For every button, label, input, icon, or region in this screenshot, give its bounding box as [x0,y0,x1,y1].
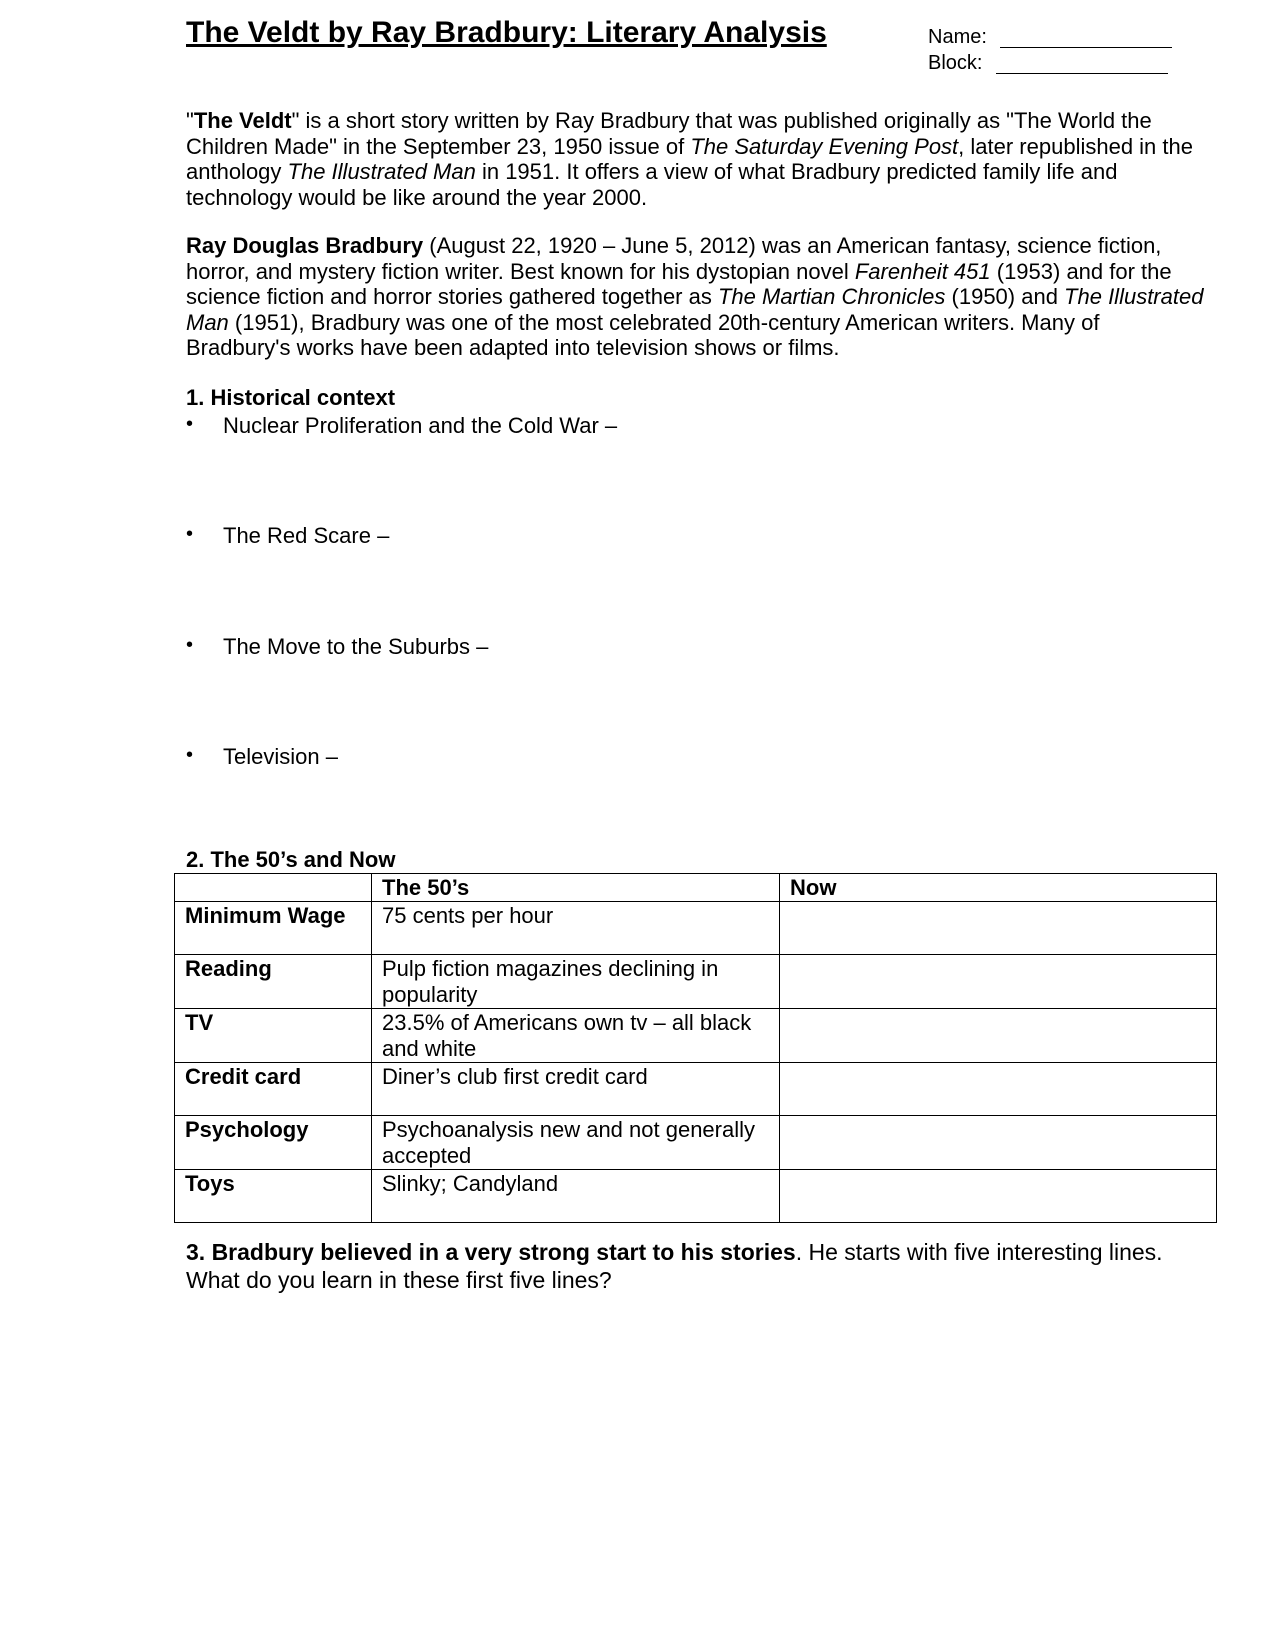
intro-paragraph-1: "The Veldt" is a short story written by Ray Bradbury that was published originally as "The World the Children Made" in the September 23, 1950 issue of The Saturday Evening Post, later republished in the anthology The Illustrated Man in 1951. It offers a view of what Bradbury predicted family life and technology would be like around the year 2000. [186,108,1193,210]
now-cell[interactable] [780,902,1217,955]
name-field [928,26,987,49]
table-row [175,1116,1217,1170]
table-row [175,902,1217,955]
table-header-row [175,874,1217,902]
name-blank-line[interactable] [1000,47,1172,48]
intro-paragraph-2 [186,233,1206,361]
bullet-dot-icon: • [186,523,194,545]
p2-text-c: (1950) and [945,284,1065,309]
fifties-cell: 23.5% of Americans own tv – all black and white [372,1009,780,1063]
now-cell[interactable] [780,955,1217,1009]
section-1-heading: 1. Historical context [186,385,396,410]
block-label: Block: [928,52,983,74]
row-label: Psychology [175,1116,372,1170]
name-label: Name: [928,26,987,48]
header-cell: Now [780,874,1217,902]
comparison-table [174,873,1217,1223]
p1-text-a: " is a short story written by Ray Bradbury that was published originally as "The World the Children Made" in the September 23, 1950 issue of [186,108,1152,159]
bullet-dot-icon: • [186,744,194,766]
table-row [175,955,1217,1009]
fifties-cell: 75 cents per hour [372,902,780,955]
question-3-bold: 3. Bradbury believed in a very strong start to his stories [186,1239,796,1265]
table-row [175,1170,1217,1223]
table-row [175,1009,1217,1063]
p2-text-d: (1951), Bradbury was one of the most celebrated 20th-century American writers. Many of Bradbury's works have been adapted into television shows or films. [186,309,1100,360]
fifties-cell: Diner’s club first credit card [372,1063,780,1116]
row-label: Reading [175,955,372,1009]
bullet-text: The Move to the Suburbs – [223,634,489,659]
author-name: Ray Douglas Bradbury [186,233,424,258]
row-label: Toys [175,1170,372,1223]
p2-text-b: (1953) and for the science fiction and horror stories gathered together as [186,258,1172,309]
p1-text-c: in 1951. It offers a view of what Bradbury predicted family life and technology would be like around the year 2000. [186,159,1118,210]
block-blank-line[interactable] [996,73,1168,74]
bullet-text: The Red Scare – [223,523,390,548]
table-row [175,1063,1217,1116]
question-3-text: . He starts with five interesting lines. What do you learn in these first five lines? [186,1239,1163,1293]
bullet-text: Nuclear Proliferation and the Cold War – [223,413,618,438]
header-cell: The 50’s [372,874,780,902]
row-label: Minimum Wage [175,902,372,955]
p2-italic-c: The Illustrated Man [186,284,1204,335]
row-label: Credit card [175,1063,372,1116]
bullet-dot-icon: • [186,413,194,435]
p1-italic-a: The Saturday Evening Post [690,133,959,159]
section-2-heading: 2. The 50’s and Now [186,847,396,872]
now-cell[interactable] [780,1063,1217,1116]
question-3 [186,1238,1216,1294]
bullet-text: Television – [223,744,338,769]
bullet-dot-icon: • [186,634,194,656]
fifties-cell: Psychoanalysis new and not generally accepted [372,1116,780,1170]
header-cell [175,874,372,902]
page-title: The Veldt by Ray Bradbury: Literary Analysis [186,16,827,49]
fifties-cell: Slinky; Candyland [372,1170,780,1223]
now-cell[interactable] [780,1116,1217,1170]
p1-text-b: , later republished in the anthology [186,133,1193,184]
p2-italic-b: The Martian Chronicles [717,284,946,309]
now-cell[interactable] [780,1170,1217,1223]
fifties-cell: Pulp fiction magazines declining in popularity [372,955,780,1009]
p1-italic-b: The Illustrated Man [287,159,476,184]
story-title: The Veldt [193,108,292,133]
p2-italic-a: Farenheit 451 [854,258,991,284]
row-label: TV [175,1009,372,1063]
now-cell[interactable] [780,1009,1217,1063]
p2-text-a: (August 22, 1920 – June 5, 2012) was an American fantasy, science fiction, horror, and mystery fiction writer. Best known for his dystopian novel [186,233,1162,284]
block-field [928,52,982,75]
